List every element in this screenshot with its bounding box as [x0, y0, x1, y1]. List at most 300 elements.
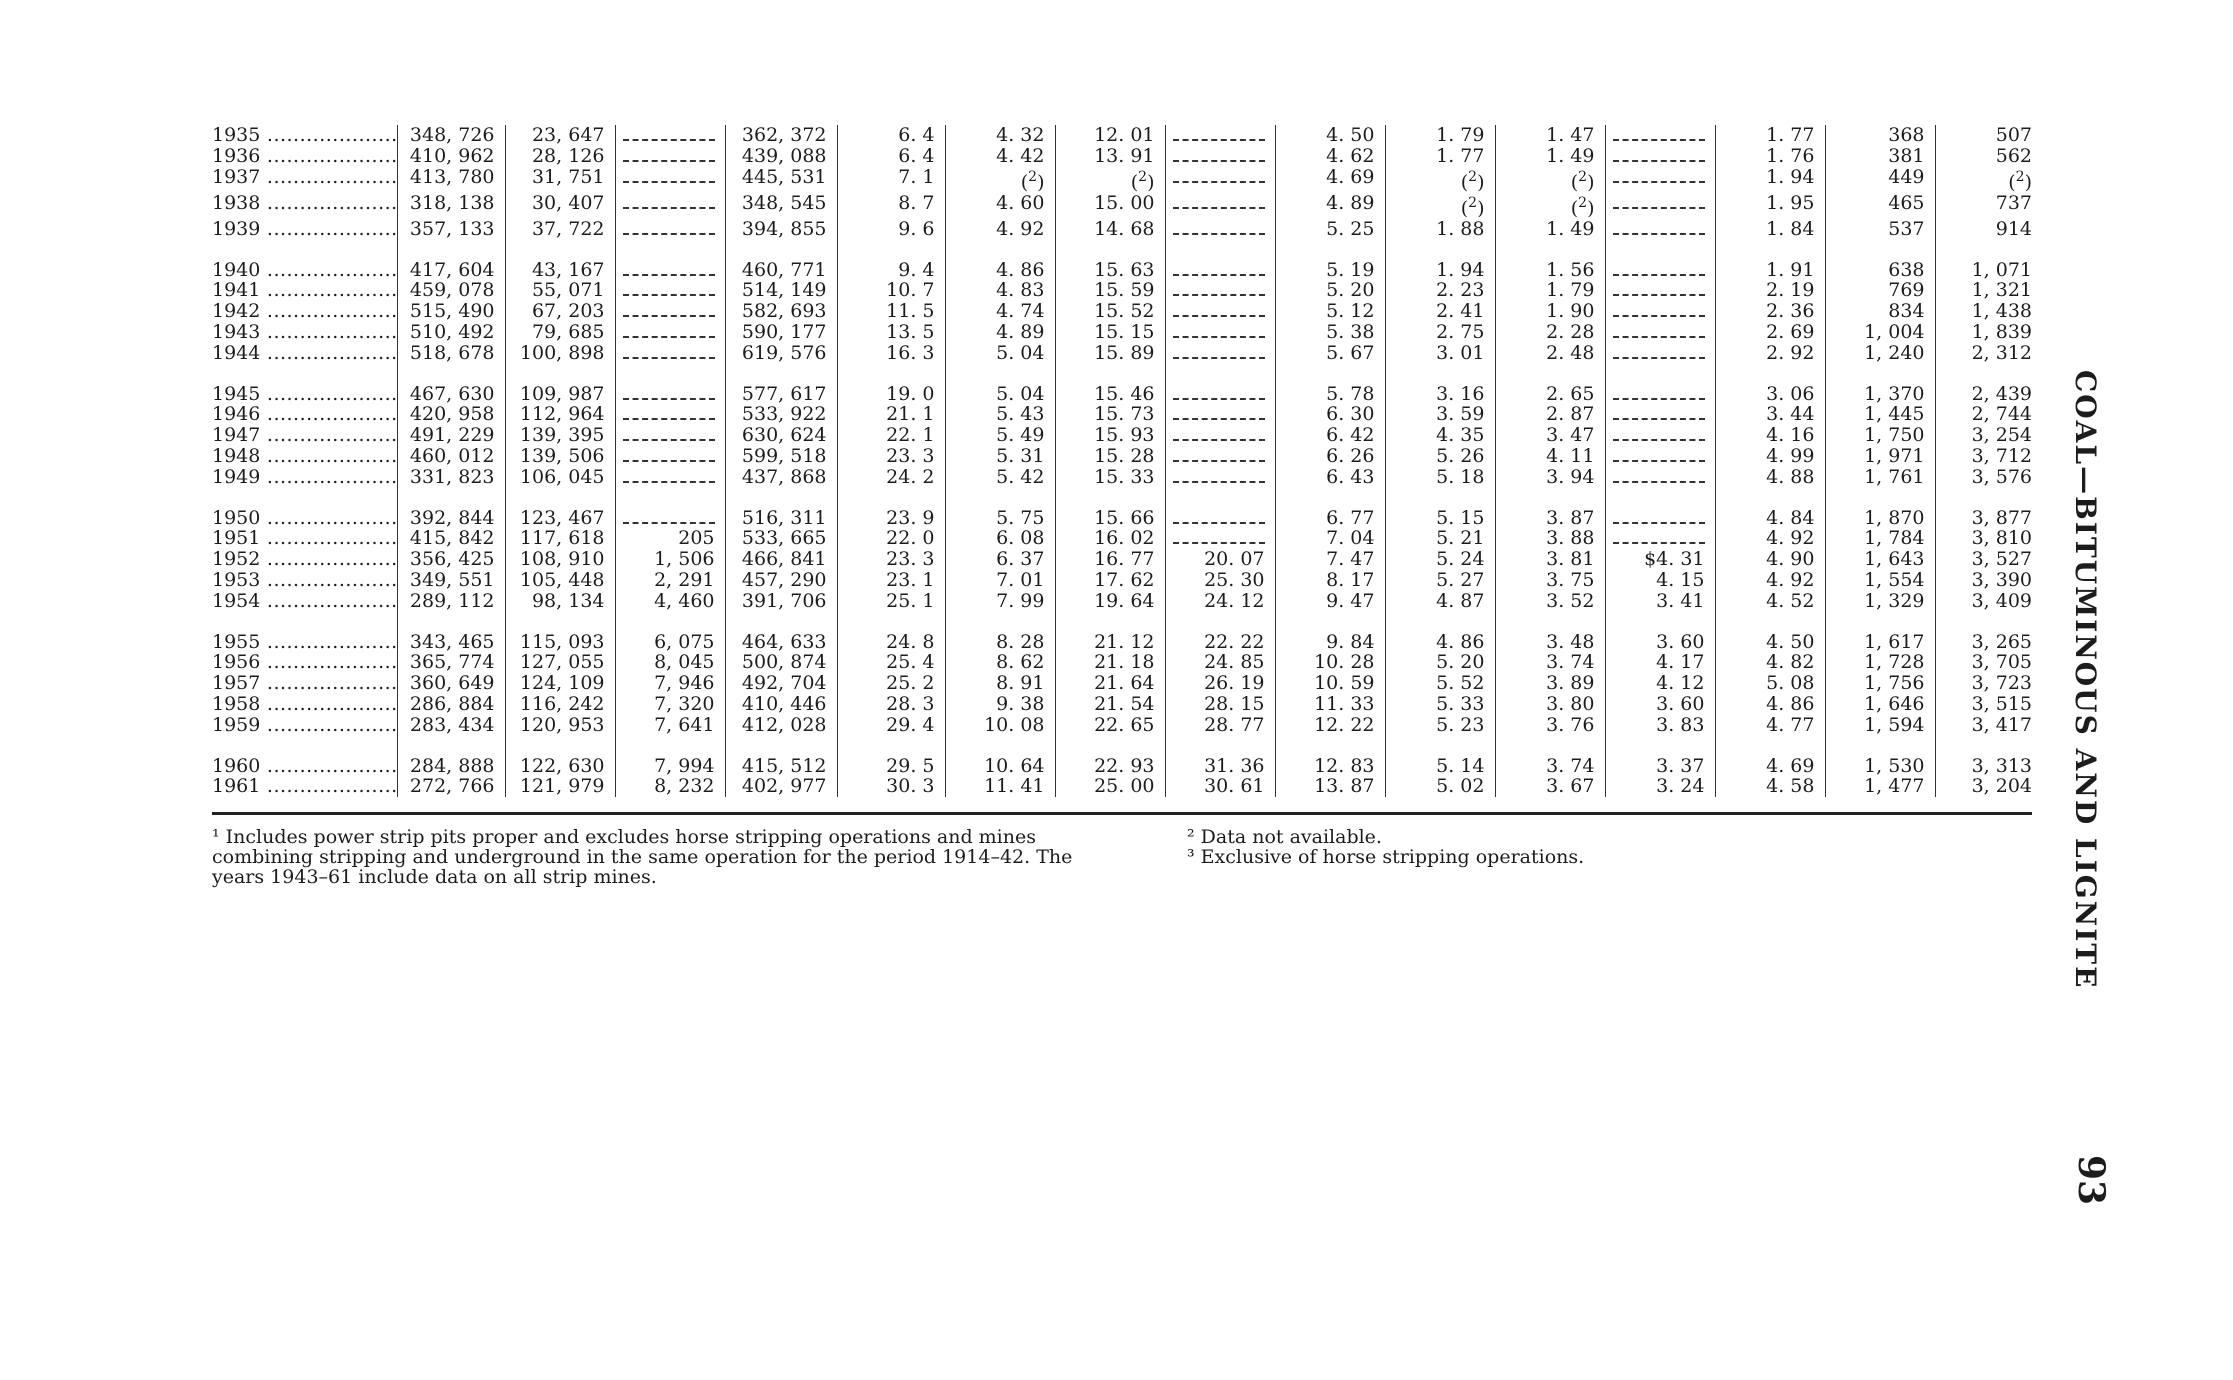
table-cell: 1, 438 [1971, 300, 2032, 323]
table-cell: 3. 60 [1605, 632, 1715, 653]
table-cell: 1. 77 [1385, 146, 1495, 167]
table-cell: 6, 075 [615, 632, 725, 653]
dash-leader [1173, 529, 1265, 544]
table-cell: 117, 618 [505, 528, 615, 549]
table-cell: 3. 87 [1495, 508, 1605, 529]
dash-leader [623, 168, 715, 183]
table-cell: 737 [1995, 191, 2032, 214]
table-cell: 6. 4 [837, 146, 945, 167]
table-cell: 25. 4 [837, 652, 945, 673]
row-year: 1957 ..... [212, 673, 397, 694]
table-row [212, 467, 2042, 488]
dash-leader [623, 220, 715, 235]
table-cell: 19. 64 [1055, 591, 1165, 612]
table-cell: 2. 19 [1715, 280, 1825, 301]
table-row [212, 652, 2042, 673]
table-cell: 415, 842 [397, 528, 505, 549]
table-cell: 5. 33 [1385, 694, 1495, 715]
table-cell [1605, 280, 1715, 301]
table-cell: 7. 47 [1275, 549, 1385, 570]
table-cell: 1, 594 [1825, 715, 1935, 736]
table-cell: 13. 87 [1275, 776, 1385, 797]
table-cell: 26. 19 [1165, 673, 1275, 694]
table-cell: 1, 240 [1825, 343, 1935, 364]
table-cell [615, 260, 725, 281]
table-cell: 582, 693 [725, 301, 837, 322]
table-cell: 15. 66 [1055, 508, 1165, 529]
not-available-cell: ($^2$) [1385, 193, 1495, 219]
table-cell: 15. 63 [1055, 260, 1165, 281]
table-cell: 100, 898 [505, 343, 615, 364]
table-cell: 22. 93 [1055, 756, 1165, 777]
table-cell: 1, 554 [1825, 570, 1935, 591]
table-cell: 286, 884 [397, 694, 505, 715]
table-cell: 23, 647 [505, 125, 615, 146]
table-cell: 16. 3 [837, 343, 945, 364]
table-cell: 4. 60 [945, 193, 1055, 219]
table-cell: 4. 84 [1715, 508, 1825, 529]
table-cell: 1. 47 [1495, 125, 1605, 146]
table-row [212, 384, 2042, 405]
table-cell: 29. 5 [837, 756, 945, 777]
table-cell: 3. 16 [1385, 384, 1495, 405]
dash-leader [1173, 194, 1265, 209]
table-cell [1165, 343, 1275, 364]
table-cell: 3. 52 [1495, 591, 1605, 612]
table-cell: 124, 109 [505, 673, 615, 694]
table-cell: 12. 22 [1275, 715, 1385, 736]
table-cell: 769 [1825, 280, 1935, 301]
table-cell: 115, 093 [505, 632, 615, 653]
table-cell: 318, 138 [397, 193, 505, 219]
table-cell: 2. 87 [1495, 404, 1605, 425]
table-row [212, 508, 2042, 529]
table-cell: 4. 92 [1715, 528, 1825, 549]
table-cell [1605, 301, 1715, 322]
table-cell: 4. 90 [1715, 549, 1825, 570]
dash-leader [623, 468, 715, 483]
dash-leader [1613, 147, 1705, 162]
table-cell [1605, 343, 1715, 364]
table-cell: 516, 311 [725, 508, 837, 529]
table-cell [615, 384, 725, 405]
table-cell: 16. 77 [1055, 549, 1165, 570]
table-cell: 2, 291 [615, 570, 725, 591]
table-cell: 3. 89 [1495, 673, 1605, 694]
table-cell: 1, 750 [1825, 425, 1935, 446]
table-cell: 106, 045 [505, 467, 615, 488]
table-cell: 4. 99 [1715, 446, 1825, 467]
table-cell [1605, 125, 1715, 146]
table-cell: 394, 855 [725, 219, 837, 240]
table-cell: 23. 3 [837, 549, 945, 570]
table-cell: 537 [1825, 219, 1935, 240]
table-cell: 619, 576 [725, 343, 837, 364]
table-cell: 6. 26 [1275, 446, 1385, 467]
table-cell: 3, 810 [1971, 527, 2032, 550]
table-cell: 4. 32 [945, 125, 1055, 146]
not-available-cell: ($^2$) [1385, 167, 1495, 193]
table-cell: 25. 30 [1165, 570, 1275, 591]
row-year: 1947 ..... [212, 425, 397, 446]
dash-leader [1173, 405, 1265, 420]
table-cell: 116, 242 [505, 694, 615, 715]
table-cell [1605, 528, 1715, 549]
table-cell: 22. 65 [1055, 715, 1165, 736]
table-cell: 3. 67 [1495, 776, 1605, 797]
table-cell: 391, 706 [725, 591, 837, 612]
table-cell: 55, 071 [505, 280, 615, 301]
table-cell: 3. 48 [1495, 632, 1605, 653]
table-cell: 3. 24 [1605, 776, 1715, 797]
table-cell: 3. 80 [1495, 694, 1605, 715]
table-cell: 1. 95 [1715, 193, 1825, 219]
table-cell: 123, 467 [505, 508, 615, 529]
dash-leader [1613, 323, 1705, 338]
table-cell: 3. 83 [1605, 715, 1715, 736]
table-cell [1605, 146, 1715, 167]
table-cell: 577, 617 [725, 384, 837, 405]
table-cell: 105, 448 [505, 570, 615, 591]
dash-leader [623, 344, 715, 359]
row-year: 1953 ..... [212, 570, 397, 591]
table-cell: 8. 28 [945, 632, 1055, 653]
table-cell: 412, 028 [725, 715, 837, 736]
table-cell: 356, 425 [397, 549, 505, 570]
table-cell: 6. 43 [1275, 467, 1385, 488]
table-cell [1165, 193, 1275, 219]
table-row [212, 425, 2042, 446]
table-cell: 459, 078 [397, 280, 505, 301]
table-cell: 3. 06 [1715, 384, 1825, 405]
table-cell: 5. 42 [945, 467, 1055, 488]
table-cell: 4. 88 [1715, 467, 1825, 488]
table-cell: 6. 30 [1275, 404, 1385, 425]
table-cell [1165, 384, 1275, 405]
table-cell: 4. 92 [945, 219, 1055, 240]
table-cell: 6. 08 [945, 528, 1055, 549]
table-cell: 514, 149 [725, 280, 837, 301]
table-cell: 15. 93 [1055, 425, 1165, 446]
dash-leader [1173, 509, 1265, 524]
table-cell: 3, 576 [1971, 465, 2032, 488]
table-cell: 17. 62 [1055, 570, 1165, 591]
table-cell: 15. 73 [1055, 404, 1165, 425]
table-cell [615, 322, 725, 343]
table-cell: 8, 045 [615, 652, 725, 673]
table-cell: 491, 229 [397, 425, 505, 446]
dash-leader [1173, 426, 1265, 441]
table-cell: 460, 012 [397, 446, 505, 467]
table-cell: 1. 88 [1385, 219, 1495, 240]
table-cell: 8. 17 [1275, 570, 1385, 591]
table-cell [1165, 167, 1275, 193]
table-cell: 15. 28 [1055, 446, 1165, 467]
table-cell: 7. 01 [945, 570, 1055, 591]
table-cell: 449 [1825, 167, 1935, 193]
table-cell [615, 280, 725, 301]
table-cell: 10. 59 [1275, 673, 1385, 694]
table-cell: 5. 02 [1385, 776, 1495, 797]
table-cell: 3. 59 [1385, 404, 1495, 425]
table-cell: 533, 922 [725, 404, 837, 425]
table-cell [1605, 404, 1715, 425]
table-cell [1605, 193, 1715, 219]
dash-leader [1173, 302, 1265, 317]
row-year: 1944 ..... [212, 343, 397, 364]
table-cell: 205 [615, 528, 725, 549]
table-cell: 381 [1825, 146, 1935, 167]
group-spacer [212, 364, 2042, 384]
dash-leader [623, 302, 715, 317]
row-year: 1949 ..... [212, 467, 397, 488]
table-cell: 1, 445 [1825, 404, 1935, 425]
table-cell: 515, 490 [397, 301, 505, 322]
table-cell: 3. 44 [1715, 404, 1825, 425]
table-cell [1165, 280, 1275, 301]
table-cell: 3. 88 [1495, 528, 1605, 549]
table-cell: 5. 31 [945, 446, 1055, 467]
table-cell: 4. 62 [1275, 146, 1385, 167]
table-cell: 43, 167 [505, 260, 615, 281]
table-cell: 368 [1825, 125, 1935, 146]
table-cell [615, 425, 725, 446]
table-cell: 13. 91 [1055, 146, 1165, 167]
table-cell [615, 301, 725, 322]
dash-leader [623, 509, 715, 524]
table-cell: 11. 5 [837, 301, 945, 322]
table-cell: 492, 704 [725, 673, 837, 694]
dash-leader [1613, 261, 1705, 276]
table-cell: 4. 89 [945, 322, 1055, 343]
table-cell: 1, 761 [1825, 467, 1935, 488]
table-cell: 1. 49 [1495, 219, 1605, 240]
dash-leader [1173, 261, 1265, 276]
table-cell: 21. 64 [1055, 673, 1165, 694]
table-cell: 6. 4 [837, 125, 945, 146]
table-row [212, 322, 2042, 343]
table-cell: 1, 617 [1825, 632, 1935, 653]
table-cell: 343, 465 [397, 632, 505, 653]
table-cell: 365, 774 [397, 652, 505, 673]
group-spacer [212, 488, 2042, 508]
table-cell: 2. 41 [1385, 301, 1495, 322]
table-cell: 13. 5 [837, 322, 945, 343]
footnote-3: ³ Exclusive of horse stripping operations. [1187, 846, 1585, 868]
row-year: 1960 ..... [212, 756, 397, 777]
row-year: 1948 ..... [212, 446, 397, 467]
table-cell: 1, 643 [1825, 549, 1935, 570]
table-row [212, 528, 2042, 549]
table-cell: 3, 254 [1971, 424, 2032, 447]
table-cell: 4. 69 [1715, 756, 1825, 777]
table-row [212, 343, 2042, 364]
table-cell [1165, 219, 1275, 240]
dash-leader [1613, 281, 1705, 296]
table-cell: 4. 86 [945, 260, 1055, 281]
table-cell: 4, 460 [615, 591, 725, 612]
table-cell: 5. 24 [1385, 549, 1495, 570]
dash-leader [623, 126, 715, 141]
table-cell: 4. 15 [1605, 570, 1715, 591]
table-cell: 127, 055 [505, 652, 615, 673]
table-cell: 1. 49 [1495, 146, 1605, 167]
row-year: 1940 ..... [212, 260, 397, 281]
dash-leader [1613, 468, 1705, 483]
table-cell: 3. 37 [1605, 756, 1715, 777]
table-cell: 3. 01 [1385, 343, 1495, 364]
table-cell: 4. 35 [1385, 425, 1495, 446]
table-cell: 500, 874 [725, 652, 837, 673]
table-cell: 410, 446 [725, 694, 837, 715]
table-row [212, 694, 2042, 715]
table-cell: 4. 12 [1605, 673, 1715, 694]
dash-leader [623, 323, 715, 338]
table-cell: 1. 90 [1495, 301, 1605, 322]
table-cell: 3, 409 [1971, 589, 2032, 612]
table-cell: 23. 3 [837, 446, 945, 467]
table-cell: 6. 77 [1275, 508, 1385, 529]
row-year: 1943 ..... [212, 322, 397, 343]
table-row [212, 632, 2042, 653]
table-cell: 4. 50 [1275, 125, 1385, 146]
row-year: 1938 ..... [212, 193, 397, 219]
table-cell: 2, 312 [1971, 341, 2032, 364]
table-cell: 3. 41 [1605, 591, 1715, 612]
table-cell: 3, 723 [1971, 672, 2032, 695]
dash-leader [1173, 168, 1265, 183]
row-year: 1955 ..... [212, 632, 397, 653]
dash-leader [623, 281, 715, 296]
table-cell: 3. 75 [1495, 570, 1605, 591]
table-cell: 9. 47 [1275, 591, 1385, 612]
dash-leader [1173, 447, 1265, 462]
footnotes-right [1187, 827, 1887, 867]
table-cell [615, 508, 725, 529]
dash-leader [1613, 405, 1705, 420]
table-cell: 5. 67 [1275, 343, 1385, 364]
table-cell: 5. 78 [1275, 384, 1385, 405]
table-cell: 507 [1995, 124, 2032, 146]
table-cell: 20. 07 [1165, 549, 1275, 570]
table-cell: 4. 16 [1715, 425, 1825, 446]
table-row [212, 301, 2042, 322]
table-cell: 8. 62 [945, 652, 1055, 673]
table-cell: 5. 20 [1385, 652, 1495, 673]
table-cell: 417, 604 [397, 260, 505, 281]
table-row [212, 446, 2042, 467]
table-cell: 349, 551 [397, 570, 505, 591]
table-cell: 11. 33 [1275, 694, 1385, 715]
table-cell: 357, 133 [397, 219, 505, 240]
dash-leader [1173, 344, 1265, 359]
row-year: 1956 ..... [212, 652, 397, 673]
table-cell: 4. 50 [1715, 632, 1825, 653]
table-cell: 1, 870 [1825, 508, 1935, 529]
table-cell: 4. 86 [1715, 694, 1825, 715]
table-cell: 1, 321 [1971, 279, 2032, 302]
table-cell: 2. 23 [1385, 280, 1495, 301]
table-cell: 4. 89 [1275, 193, 1385, 219]
table-cell [615, 125, 725, 146]
table-row [212, 193, 2042, 219]
table-cell: 1. 56 [1495, 260, 1605, 281]
table-cell: 1, 646 [1825, 694, 1935, 715]
dash-leader [623, 147, 715, 162]
table-cell: 1, 756 [1825, 673, 1935, 694]
table-cell: 7. 04 [1275, 528, 1385, 549]
table-cell [615, 219, 725, 240]
table-cell [1605, 384, 1715, 405]
dash-leader [623, 385, 715, 400]
table-cell [615, 467, 725, 488]
table-cell: 362, 372 [725, 125, 837, 146]
table-row [212, 404, 2042, 425]
table-cell: 122, 630 [505, 756, 615, 777]
table-cell: 465 [1825, 193, 1935, 219]
table-cell: 2. 36 [1715, 301, 1825, 322]
table-cell: 15. 46 [1055, 384, 1165, 405]
table-cell: 121, 979 [505, 776, 615, 797]
table-cell: 4. 11 [1495, 446, 1605, 467]
table-cell: 348, 545 [725, 193, 837, 219]
table-cell: 5. 12 [1275, 301, 1385, 322]
table-cell: 9. 38 [945, 694, 1055, 715]
row-year: 1945 ..... [212, 384, 397, 405]
table-cell: 1, 370 [1825, 384, 1935, 405]
table-cell: 3, 313 [1971, 754, 2032, 777]
table-row [212, 280, 2042, 301]
table-cell: 21. 54 [1055, 694, 1165, 715]
table-body [212, 125, 2042, 797]
table-cell: 3, 705 [1971, 651, 2032, 674]
table-cell: 108, 910 [505, 549, 615, 570]
table-cell: 15. 33 [1055, 467, 1165, 488]
row-year: 1961 ..... [212, 776, 397, 797]
row-year: 1954 ..... [212, 591, 397, 612]
table-cell: 24. 8 [837, 632, 945, 653]
table-cell: 21. 18 [1055, 652, 1165, 673]
table-cell: 3. 76 [1495, 715, 1605, 736]
table-row [212, 125, 2042, 146]
table-cell: 16. 02 [1055, 528, 1165, 549]
group-spacer [212, 612, 2042, 632]
table-cell: 4. 58 [1715, 776, 1825, 797]
dash-leader [623, 261, 715, 276]
table-cell: 25. 00 [1055, 776, 1165, 797]
table-cell: 638 [1825, 260, 1935, 281]
table-cell: 5. 43 [945, 404, 1055, 425]
table-row [212, 146, 2042, 167]
table-cell: 22. 22 [1165, 632, 1275, 653]
table-cell: 460, 771 [725, 260, 837, 281]
running-head: COAL—BITUMINOUS AND LIGNITE [2069, 370, 2102, 990]
table-cell: 25. 2 [837, 673, 945, 694]
table-cell: 5. 04 [945, 343, 1055, 364]
table-cell: 7, 994 [615, 756, 725, 777]
table-cell: 15. 89 [1055, 343, 1165, 364]
table-cell [1605, 219, 1715, 240]
table-cell: 4. 42 [945, 146, 1055, 167]
row-year: 1959 ..... [212, 715, 397, 736]
row-year: 1951 ..... [212, 528, 397, 549]
table-cell: 4. 83 [945, 280, 1055, 301]
table-cell: 15. 59 [1055, 280, 1165, 301]
table-cell [1165, 528, 1275, 549]
table-row [212, 260, 2042, 281]
table-cell: 5. 14 [1385, 756, 1495, 777]
dash-leader [623, 447, 715, 462]
